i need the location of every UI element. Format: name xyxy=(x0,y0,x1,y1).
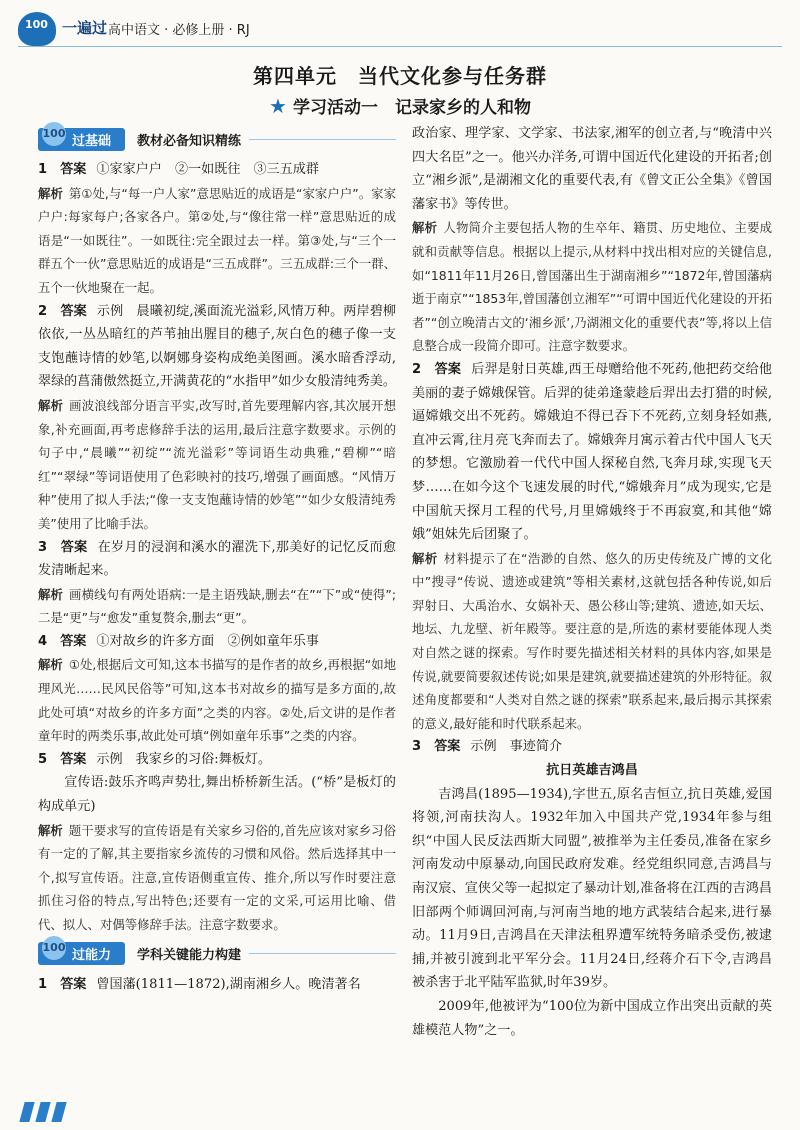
answer-text: 示例 事迹简介 xyxy=(470,739,563,755)
ability-question-2-explanation xyxy=(412,547,772,736)
explanation-label: 解析 xyxy=(412,550,438,566)
answer-text: 示例 晨曦初绽,溪面流光溢彩,风情万种。两岸碧柳依依,一丛丛暗红的芦苇抽出腥目的穗子,灰白色的穗子像一支支饱蘸诗情的妙笔,以婀娜身姿构成绝美图画。溪水暗香浮动,翠绿的菖蒲傲然挺立,开满黄花的“水指甲”如少女般清纯秀美。 xyxy=(38,303,397,390)
header-divider xyxy=(18,46,782,47)
section-header-basics xyxy=(38,124,396,154)
question-number: 2 xyxy=(412,361,422,377)
answer-text: ①家家户户 ②一如既往 ③三五成群 xyxy=(96,162,319,177)
explanation-label: 解析 xyxy=(412,220,438,236)
section-tag-label: 过基础 xyxy=(72,133,112,149)
explanation-text: 画波浪线部分语言平实,改写时,首先要理解内容,其次展开想象,补充画面,再考虑修辞手法的运用,最后注意字数要求。示例的句子中,“晨曦”“初绽”“流光溢彩”等词语生动典雅,“碧柳”“暗红”“翠绿”等词语使用了色彩映衬的技巧,增强了画面感。“风情万种”使用了拟人手法;“像一支支饱蘸诗情的妙笔”“如少女般清纯秀美”使用了比喻手法。 xyxy=(38,397,396,531)
explanation-label: 解析 xyxy=(38,185,63,201)
question-3-explanation xyxy=(38,583,396,630)
answer-label: 答案 xyxy=(60,162,87,177)
explanation-text: 第①处,与“每一户人家”意思贴近的成语是“家家户户”。家家户户:每家每户;各家各户。第②处,与“像往常一样”意思贴近的成语是“一如既往”。一如既往:完全跟过去一样。第③处,与“三个一群五个一伙”意思贴近的成语是“三五成群”。三五成群:三个一群、五个一伙地聚在一起。 xyxy=(38,185,396,295)
question-number: 3 xyxy=(38,539,48,555)
explanation-label: 解析 xyxy=(38,657,63,673)
biography-paragraph-1: 吉鸿昌(1895—1934),字世五,原名吉恒立,抗日英雄,爱国将领,河南扶沟人。1932年加入中国共产党,1934年参与组织“中国人民反法西斯大同盟”,被推举为主任委员,准备在家乡河南发动中原暴动,向国民政府发难。经党组织同意,吉鸿昌与南汉宸、宣侠父等一起拟定了暴动计划,准备将在江西的吉鸿昌旧部两个师调回河南,与河南当地的地方武装结合起来,进行暴动。11月9日,吉鸿昌在天津法租界遭军统特务暗杀受伤,被逮捕,并被引渡到北平军分会。11月24日,经蒋介石下令,吉鸿昌被杀害于北平陆军监狱,时年39岁。 xyxy=(412,786,772,991)
mascot-icon: 100 xyxy=(42,122,66,146)
question-number: 1 xyxy=(38,976,48,992)
explanation-text: 题干要求写的宣传语是有关家乡习俗的,首先应该对家乡习俗有一定的了解,其主要指家乡流传的习惯和风俗。然后选择其中一个,拟写宣传语。注意,宣传语侧重宣传、推介,所以写作时要注意抓住习俗的特点,写出特色;还要有一定的文采,可运用比喻、借代、拟人、对偶等修辞手法。注意字数要求。 xyxy=(38,822,396,932)
question-number: 5 xyxy=(38,751,48,767)
ability-question-1-answer xyxy=(38,973,396,997)
subject-line: 高中语文 · 必修上册 · RJ xyxy=(108,23,250,38)
answer-label: 答案 xyxy=(60,303,87,319)
ability-question-1-continued: 政治家、理学家、文学家、书法家,湘军的创立者,与“晚清中兴四大名臣”之一。他兴办洋务,可谓中国近代化建设的开拓者;创立“湘乡派”,是湖湘文化的重要代表,有《曾文正公全集》《曾国藩家书》等传世。 xyxy=(412,126,772,212)
answer-text: 曾国藩(1811—1872),湖南湘乡人。晚清著名 xyxy=(96,976,361,992)
explanation-text: 材料提示了在“浩渺的自然、悠久的历史传统及广博的文化中”搜寻“传说、遗迹或建筑”等相关素材,这就包括各种传说,如后羿射日、大禹治水、女娲补天、愚公移山等;建筑、遗迹,如天坛、地坛、九龙壁、祈年殿等。要注意的是,所选的素材要能体现人类对自然之谜的探索。写作时要先描述相关材料的具体内容,如果是传说,就要简要叙述传说;如果是建筑,就要描述建筑的外形特征。叙述角度都要和“人类对自然之谜的探索”联系起来,最后揭示其探索的意义,最好能和时代联系起来。 xyxy=(412,550,773,731)
question-5-answer xyxy=(38,748,396,772)
answer-label: 答案 xyxy=(434,361,462,377)
brand-name: 一遍过 xyxy=(62,19,108,37)
logo xyxy=(18,12,56,46)
answer-label: 答案 xyxy=(60,539,88,555)
answer-text: 在岁月的浸润和溪水的濯洗下,那美好的记忆反而愈发清晰起来。 xyxy=(38,539,397,579)
explanation-label: 解析 xyxy=(38,397,64,413)
question-number: 4 xyxy=(38,633,48,649)
question-5-explanation xyxy=(38,819,396,937)
biography-title: 抗日英雄吉鸿昌 xyxy=(546,763,638,779)
star-icon: ★ xyxy=(269,94,287,118)
question-1-answer xyxy=(38,158,396,182)
section-rule xyxy=(249,139,396,140)
explanation-text: 人物简介主要包括人物的生卒年、籍贯、历史地位、主要成就和贡献等信息。根据以上提示,从材料中找出相对应的关键信息,如“1811年11月26日,曾国藩出生于湖南湘乡”“1872年,曾国藩病逝于南京”“1853年,曾国藩创立湘军”“可谓中国近代化建设的开拓者”“创立晚清古文的‘湘乡派’,乃湖湘文化的重要代表”等,将以上信息整合成一段简介即可。注意字数要求。 xyxy=(412,220,773,354)
ability-question-1-explanation xyxy=(412,216,772,358)
question-number: 3 xyxy=(412,739,422,755)
activity-title: 学习活动一 记录家乡的人和物 xyxy=(292,98,531,118)
explanation-text: 画横线句有两处语病:一是主语残缺,删去“在”“下”或“使得”;二是“更”与“愈发”重复赘余,删去“更”。 xyxy=(38,586,397,626)
explanation-text: ①处,根据后文可知,这本书描写的是作者的故乡,再根据“如地理风光……民风民俗等”可知,这本书对故乡的描写是多方面的,故此处可填“对故乡的许多方面”之类的内容。②处,后文讲的是作者童年时的两类乐事,故此处可填“例如童年乐事”之类的内容。 xyxy=(38,657,397,744)
logo-text: 100 xyxy=(25,18,48,31)
section-tag-label: 过能力 xyxy=(72,948,112,964)
explanation-label: 解析 xyxy=(38,822,63,838)
answer-label: 答案 xyxy=(60,633,87,649)
question-number: 1 xyxy=(38,162,48,177)
answer-label: 答案 xyxy=(60,751,87,767)
section-rule xyxy=(249,953,396,954)
section-tag xyxy=(38,942,125,965)
question-3-answer xyxy=(38,536,396,583)
question-4-explanation xyxy=(38,653,396,747)
answer-text: 示例 我家乡的习俗:舞板灯。 xyxy=(96,751,272,767)
page-header xyxy=(0,0,800,56)
left-column xyxy=(38,122,396,996)
ability-question-2-answer xyxy=(412,358,772,547)
answer-label: 答案 xyxy=(60,976,87,992)
page-corner-mark xyxy=(22,1102,102,1124)
right-column xyxy=(412,122,772,1042)
biography-paragraph-2: 2009年,他被评为“100位为新中国成立作出突出贡献的英雄模范人物”之一。 xyxy=(412,998,772,1038)
explanation-label: 解析 xyxy=(38,586,64,602)
mascot-icon: 100 xyxy=(42,936,66,960)
question-2-explanation xyxy=(38,394,396,536)
answer-label: 答案 xyxy=(434,739,461,755)
activity-title-row xyxy=(0,93,800,118)
unit-title: 第四单元 当代文化参与任务群 xyxy=(253,64,547,88)
section-subtitle: 教材必备知识精练 xyxy=(137,133,242,149)
section-subtitle: 学科关键能力构建 xyxy=(137,948,242,964)
question-4-answer xyxy=(38,630,396,654)
question-5-slogan: 宣传语:鼓乐齐鸣声势壮,舞出桥桥新生活。(“桥”是板灯的构成单元) xyxy=(38,775,396,815)
question-1-explanation xyxy=(38,182,396,300)
answer-text: 后羿是射日英雄,西王母赠给他不死药,他把药交给他美丽的妻子嫦娥保管。后羿的徒弟逢蒙趁后羿出去打猎的时候,逼嫦娥交出不死药。嫦娥迫不得已吞下不死药,立刻身轻如燕,直冲云霄,往月亮飞奔而去了。嫦娥奔月寓示着古代中国人飞天的梦想。它激励着一代代中国人探秘自然,飞奔月球,实现飞天梦……在如今这个飞速发展的时代,“嫦娥奔月”成为现实,它是中国航天探月工程的代号,月里嫦娥终于不再寂寞,和其他“嫦娥”姐妹先后团聚了。 xyxy=(412,361,773,543)
answer-text: ①对故乡的许多方面 ②例如童年乐事 xyxy=(96,633,319,649)
ability-question-3-answer xyxy=(412,735,772,759)
question-number: 2 xyxy=(38,303,48,319)
question-2-answer xyxy=(38,300,396,394)
section-tag xyxy=(38,128,125,151)
section-header-ability xyxy=(38,939,396,969)
